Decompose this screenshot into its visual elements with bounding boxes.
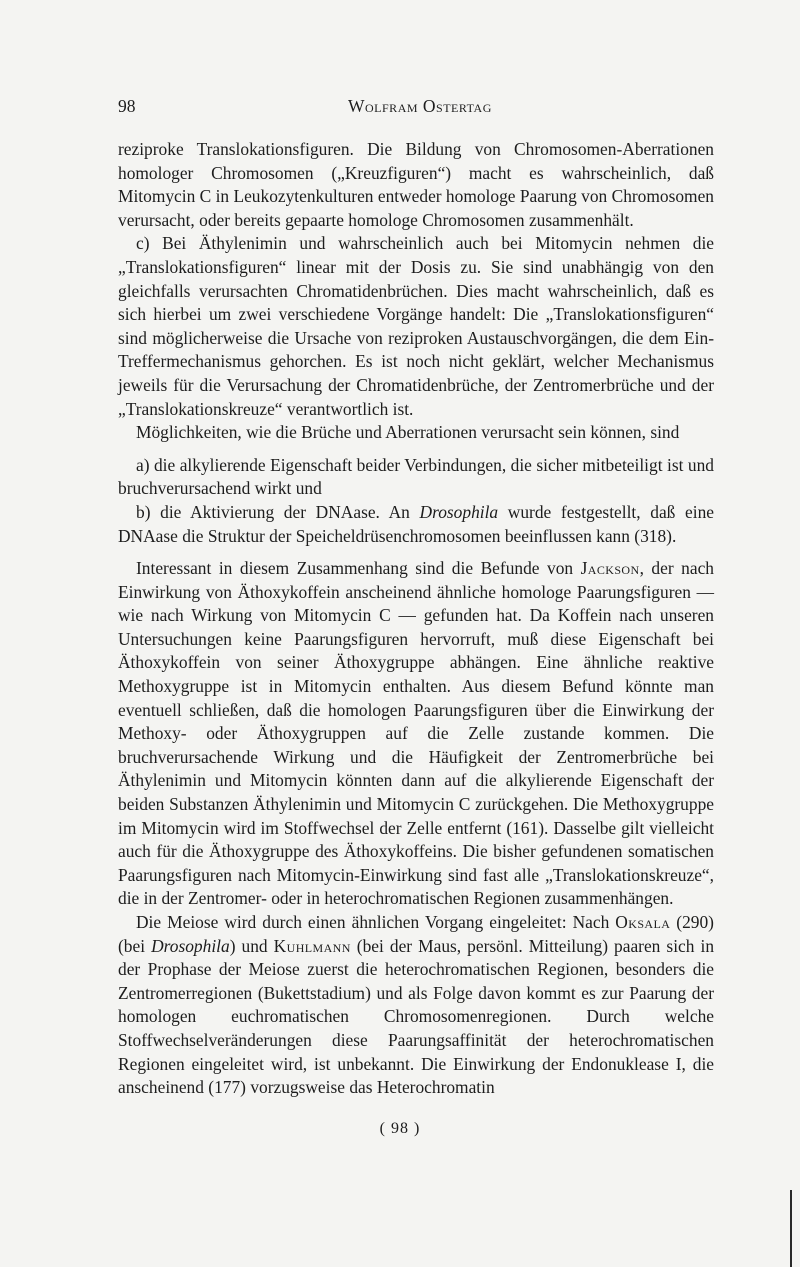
text-run: , der nach Einwirkung von Äthoxykoffein anscheinend ähnliche homologe Paarungsfiguren — wie nach Wirkung von Mitomycin C — gefunden hat. Da Koffein nach unseren Untersuchungen keine Paarungsfiguren hervorruft, muß diese Eigenschaft bei Äthoxykoffein von seiner Äthoxygruppe abhängen. Eine ähnliche reaktive Methoxygruppe ist in Mitomycin enthalten. Aus diesem Befund könnte man eventuell schließen, daß die homologen Paarungsfiguren über die Einwirkung der Methoxy- oder Äthoxygruppen auf die Zelle zustande kommen. Die bruchverursachende Wirkung und die Häufigkeit der Zentromerbrüche bei Äthylenimin und Mitomycin könnten dann auf die alkylierende Eigenschaft der beiden Substanzen Äthylenimin und Mitomycin C zurückgehen. Die Methoxygruppe im Mitomycin wird im Stoffwechsel der Zelle entfernt (161). Dasselbe gilt vielleicht auch für die Äthoxygruppe des Äthoxykoffeins. Die bisher gefundenen somatischen Paarungsfiguren nach Mitomycin-Einwirkung sind fast alle „Translokationskreuze“, die in der Zentromer- oder in heterochromatischen Regionen zusammenhängen. [118,558,714,909]
author-name: Oksala [615,912,671,932]
text-run: Interessant in diesem Zusammenhang sind die Befunde von [136,558,581,579]
paragraph [118,454,714,501]
text-run: b) die Aktivierung der DNAase. An [136,501,420,522]
text-run: (bei der Maus, persönl. Mitteilung) paaren sich in der Prophase der Meiose zuerst die heterochromatischen Regionen, besonders die Zentromerregionen (Bukettstadium) und als Folge davon kommt es zur Paarung der homologen euchromatischen Chromosomenregionen. Durch welche Stoffwechselveränderungen diese Paarungsaffinität der heterochromatischen Regionen eingeleitet wird, ist unbekannt. Die Einwirkung der Endonuklease I, die anscheinend (177) vorzugsweise das Heterochromatin [118,935,715,1098]
paragraph [118,138,714,232]
text-run: wurde festgestellt, daß eine DNAase die Struktur der Speicheldrüsenchromosomen beeinflussen kann (318). [118,501,714,546]
text-run: Die Meiose wird durch einen ähnlichen Vorgang eingeleitet: Nach [136,912,616,932]
italic-term: Drosophila [419,501,499,522]
page-footer-number: ( 98 ) [379,1120,421,1137]
italic-term: Drosophila [151,935,230,956]
text-run: reziproke Translokationsfiguren. Die Bildung von Chromosomen-Aberrationen homologer Chromosomen („Kreuzfiguren“) macht es wahrscheinlich, daß Mitomycin C in Leukozytenkulturen entweder homologe Paarung von Chromosomen verursacht, oder bereits gepaarte homologe Chromosomen zusammenhält. [118,139,715,230]
text-run: Möglichkeiten, wie die Brüche und Aberrationen verursacht sein können, sind [136,422,680,443]
paragraph [118,421,714,445]
text-run: c) Bei Äthylenimin und wahrscheinlich auch bei Mitomycin nehmen die „Translokationsfiguren“ linear mit der Dosis zu. Sie sind unabhängig von den gleichfalls verursachten Chromatidenbrüchen. Dies macht wahrscheinlich, daß es sich hierbei um zwei verschiedene Vorgänge handelt: Die „Translokationsfiguren“ sind möglicherweise die Ursache von reziproken Austauschvorgängen, die dem Ein-Treffermechanismus gehorchen. Es ist noch nicht geklärt, welcher Mechanismus jeweils für die Verursachung der Chromatidenbrüche, der Zentromerbrüche und der „Translokationskreuze“ verantwortlich ist. [118,233,714,419]
paragraph [118,232,714,421]
text-run: (290) (bei [118,912,714,956]
page-header [118,96,710,122]
paragraph [118,911,714,1100]
author-name: Jackson [580,558,640,579]
paragraph [118,501,714,548]
author-name: Kuhlmann [273,935,351,956]
page-edge-line [790,1190,792,1267]
paragraph [118,557,714,911]
body-text [118,138,714,1100]
text-run: a) die alkylierende Eigenschaft beider Verbindungen, die sicher mitbeteiligt ist und bruchverursachend wirkt und [118,454,714,499]
running-head-author: Wolfram Ostertag [348,96,492,116]
page-number: 98 [118,96,136,116]
text-run: ) und [229,935,274,956]
